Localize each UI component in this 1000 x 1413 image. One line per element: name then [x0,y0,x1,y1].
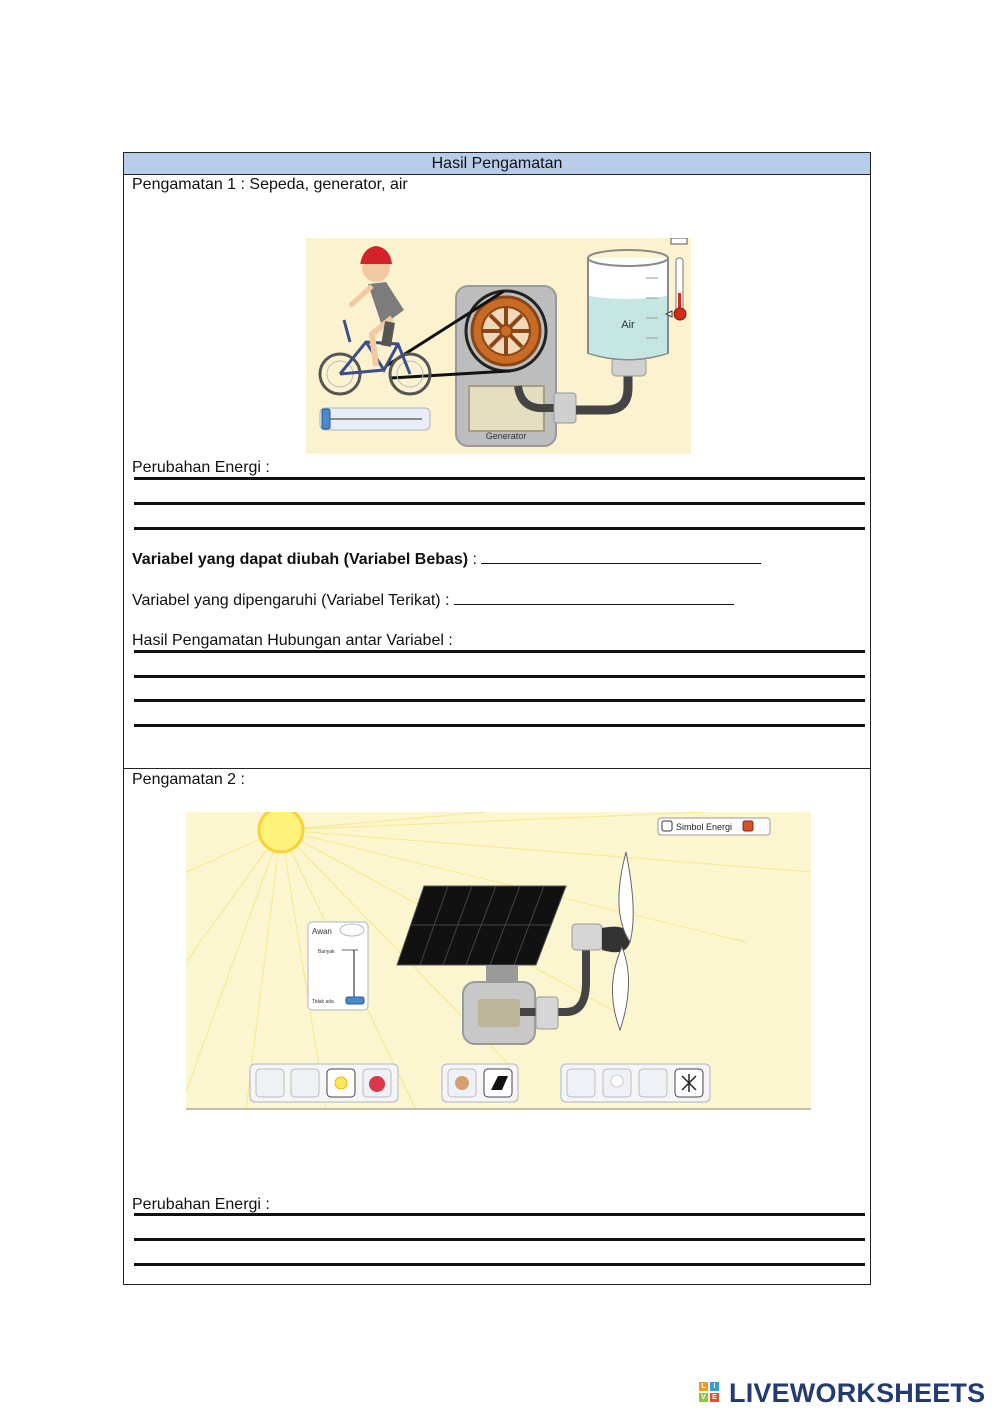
table-header: Hasil Pengamatan [124,153,870,175]
observation-table [123,152,871,1285]
cloud-low-label: Tidak ada [312,999,334,1005]
answer-line[interactable] [134,650,865,653]
bicycle-source-button [256,1069,284,1097]
answer-line[interactable] [134,1238,865,1241]
logo-letter-i: I [710,1382,719,1391]
bicycle-generator-simulation [306,238,691,454]
relation-label: Hasil Pengamatan Hubungan antar Variabel : [132,632,453,649]
answer-line[interactable] [134,527,865,530]
observation-2-title: Pengamatan 2 : [132,771,245,788]
lamp-user-button [639,1069,667,1097]
heater-user-button [567,1069,595,1097]
logo-letter-v: V [699,1393,708,1402]
cloud-icon [340,924,364,936]
logo-text: LIVEWORKSHEETS [729,1378,986,1408]
answer-line[interactable] [134,699,865,702]
answer-line[interactable] [134,1213,865,1216]
cloud-slider-thumb [346,997,364,1004]
observation-1-title: Pengamatan 1 : Sepeda, generator, air [132,176,408,193]
faucet-source-button [291,1069,319,1097]
sun-icon [259,812,303,852]
logo-letter-l: L [699,1382,708,1391]
liveworksheets-logo [697,1378,997,1408]
logo-letter-e: E [710,1393,719,1402]
energy-symbol-label: Simbol Energi [676,822,733,832]
water-label: Air [621,319,635,331]
answer-line[interactable] [134,675,865,678]
solar-panel-simulation [186,812,811,1110]
answer-line[interactable] [134,502,865,505]
answer-line[interactable] [134,1263,865,1266]
dependent-variable-label: Variabel yang dipengaruhi (Variabel Terikat) : [132,592,450,609]
answer-line[interactable] [134,477,865,480]
answer-line[interactable] [134,724,865,727]
energy-change-label-1: Perubahan Energi : [132,459,270,476]
energy-symbol-checkbox [662,821,672,831]
section-divider [124,768,870,769]
energy-change-label-2: Perubahan Energi : [132,1196,270,1213]
independent-variable-label: Variabel yang dapat diubah (Variabel Bebas) [132,551,469,568]
independent-variable-answer[interactable] [481,551,761,564]
cloud-panel-title: Awan [312,927,332,936]
cloud-high-label: Banyak [318,949,335,955]
dependent-variable-row [132,592,734,610]
dependent-variable-answer[interactable] [454,592,734,605]
independent-variable-row: Variabel yang dapat diubah (Variabel Bebas) : [132,551,761,569]
generator-label: Generator [485,431,527,441]
